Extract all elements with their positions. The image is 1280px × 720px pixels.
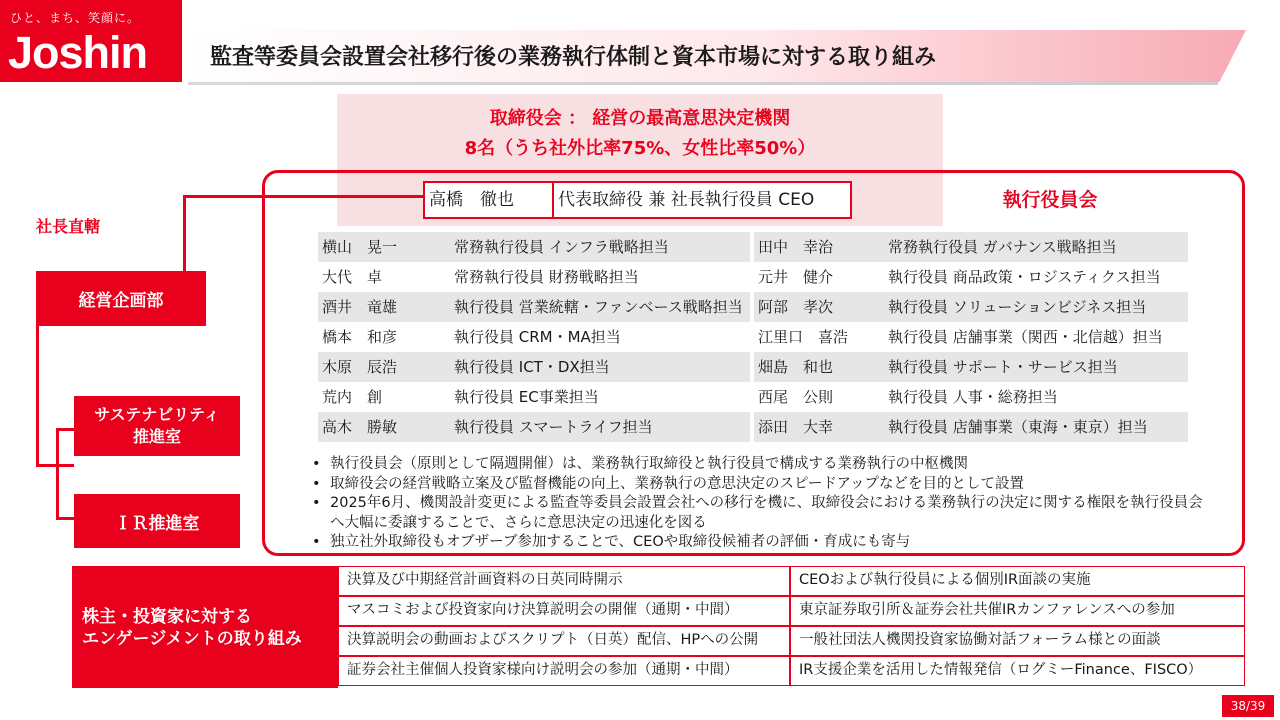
engagement-item: 一般社団法人機関投資家協働対話フォーラム様との面談 [790, 626, 1245, 656]
officer-row [318, 352, 750, 382]
engagement-title [82, 606, 302, 650]
officer-name: 木原 辰浩 [322, 358, 398, 376]
officer-row [754, 262, 1188, 292]
officer-name: 阿部 孝次 [758, 298, 834, 316]
officer-role: 常務執行役員 ガバナンス戦略担当 [888, 238, 1117, 256]
officer-name: 添田 大幸 [758, 418, 834, 436]
engagement-title-line2: エンゲージメントの取り組み [82, 629, 302, 649]
officer-role: 執行役員 人事・総務担当 [888, 388, 1058, 406]
logo-tagline: ひと、まち、笑顔に。 [10, 11, 141, 25]
officer-role: 執行役員 スマートライフ担当 [454, 418, 653, 436]
officer-role: 常務執行役員 インフラ戦略担当 [454, 238, 669, 256]
officer-row [754, 322, 1188, 352]
engagement-item: マスコミおよび投資家向け決算説明会の開催（通期・中間） [338, 596, 790, 626]
officer-row [318, 292, 750, 322]
officer-role: 執行役員 CRM・MA担当 [454, 328, 621, 346]
connector-line [36, 324, 39, 466]
exec-committee-notes [310, 455, 1210, 553]
connector-line [183, 195, 425, 198]
page-title: 監査等委員会設置会社移行後の業務執行体制と資本市場に対する取り組み [210, 45, 937, 70]
logo-name: Joshin [8, 27, 148, 78]
officer-name: 西尾 公則 [758, 388, 834, 406]
officer-name: 酒井 竜雄 [322, 298, 398, 316]
officer-role: 常務執行役員 財務戦略担当 [454, 268, 639, 286]
note-item: • 取締役会の経営戦略立案及び監督機能の向上、業務執行の意思決定のスピードアップなどを目的として設置 [310, 475, 1210, 495]
engagement-item: 決算及び中期経営計画資料の日英同時開示 [338, 566, 790, 596]
officer-role: 執行役員 EC事業担当 [454, 388, 599, 406]
engagement-item: 東京証券取引所＆証券会社共催IRカンファレンスへの参加 [790, 596, 1245, 626]
officer-row [318, 262, 750, 292]
sustainability-label-2: 推進室 [132, 427, 181, 446]
officer-name: 大代 卓 [322, 268, 383, 286]
officer-row [754, 232, 1188, 262]
connector-line [56, 428, 59, 520]
officer-role: 執行役員 サポート・サービス担当 [888, 358, 1118, 376]
title-underline [188, 82, 1218, 85]
connector-line [56, 517, 76, 520]
officer-name: 元井 健介 [758, 268, 834, 286]
ir-promotion-box: ＩＲ推進室 [74, 494, 240, 548]
officer-role: 執行役員 ソリューションビジネス担当 [888, 298, 1147, 316]
officer-role: 執行役員 店舗事業（関西・北信越）担当 [888, 328, 1163, 346]
officer-role: 執行役員 ICT・DX担当 [454, 358, 610, 376]
engagement-title-line1: 株主・投資家に対する [82, 607, 252, 627]
officer-name: 高木 勝敏 [322, 418, 398, 436]
officer-row [318, 412, 750, 442]
board-title-line2: 8名（うち社外比率75%、女性比率50%） [464, 138, 816, 159]
board-title [337, 104, 943, 164]
officer-role: 執行役員 商品政策・ロジスティクス担当 [888, 268, 1161, 286]
connector-line [56, 428, 76, 431]
engagement-item: CEOおよび執行役員による個別IR面談の実施 [790, 566, 1245, 596]
board-title-line1: 取締役会 ： 経営の最高意思決定機関 [489, 108, 791, 129]
sustainability-box [74, 396, 240, 456]
officer-name: 橋本 和彦 [322, 328, 398, 346]
officer-name: 田中 幸治 [758, 238, 834, 256]
officer-name: 荒内 創 [322, 388, 383, 406]
engagement-item: 証券会社主催個人投資家様向け説明会の参加（通期・中間） [338, 656, 790, 686]
officer-row [318, 232, 750, 262]
president-role: 代表取締役 兼 社長執行役員 CEO [554, 181, 852, 219]
officer-name: 横山 晃一 [322, 238, 398, 256]
officer-row [754, 352, 1188, 382]
note-item: • 執行役員会（原則として隔週開催）は、業務執行取締役と執行役員で構成する業務執行の中枢機関 [310, 455, 1210, 475]
officer-role: 執行役員 営業統轄・ファンベース戦略担当 [454, 298, 743, 316]
president-name: 高橋 徹也 [423, 181, 554, 219]
note-item: • 2025年6月、機関設計変更による監査等委員会設置会社への移行を機に、取締役会における業務執行の決定に関する権限を執行役員会へ大幅に委譲することで、さらに意思決定の迅速化を図る [310, 494, 1210, 533]
officer-row [754, 412, 1188, 442]
connector-line [183, 195, 186, 271]
direct-report-label: 社長直轄 [36, 217, 101, 236]
note-item: • 独立社外取締役もオブザーブ参加することで、CEOや取締役候補者の評価・育成にも寄与 [310, 533, 1210, 553]
officer-row [318, 322, 750, 352]
officer-name: 江里口 喜浩 [758, 328, 849, 346]
corporate-planning-box: 経営企画部 [36, 271, 206, 326]
officer-row [754, 382, 1188, 412]
engagement-item: 決算説明会の動画およびスクリプト（日英）配信、HPへの公開 [338, 626, 790, 656]
engagement-item: IR支援企業を活用した情報発信（ログミーFinance、FISCO） [790, 656, 1245, 686]
connector-line [36, 464, 74, 467]
officer-name: 畑島 和也 [758, 358, 834, 376]
exec-committee-label: 執行役員会 [1002, 189, 1098, 211]
sustainability-label-1: サステナビリティ [94, 405, 220, 424]
officer-row [318, 382, 750, 412]
officer-role: 執行役員 店舗事業（東海・東京）担当 [888, 418, 1148, 436]
page-number: 38/39 [1222, 695, 1274, 717]
officer-row [754, 292, 1188, 322]
joshin-logo [0, 0, 182, 82]
